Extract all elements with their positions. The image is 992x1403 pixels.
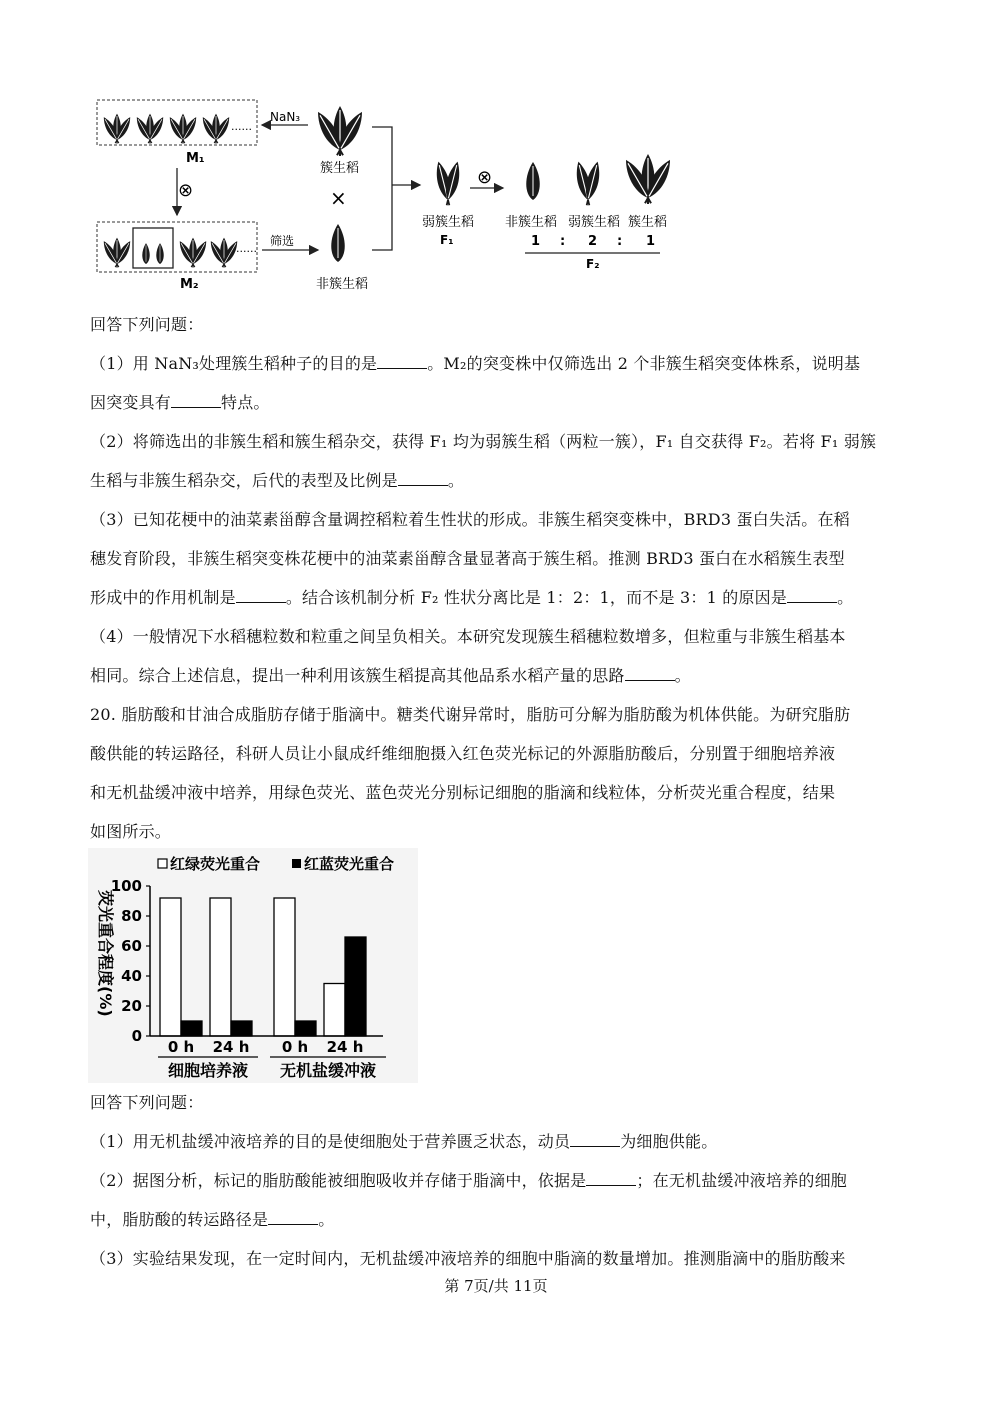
q19-part3 (90, 500, 910, 617)
q19-intro: 回答下列问题： (90, 315, 204, 334)
cross-bracket (372, 127, 392, 250)
q19-p3-blank1 (236, 588, 286, 603)
f2-label-3: 簇生稻 (628, 215, 668, 230)
q19-p3d: 。结合该机制分析 F₂ 性状分离比是 1：2：1，而不是 3：1 的原因是 (285, 588, 788, 607)
q19-p2b: 生稻与非簇生稻杂交，后代的表型及比例是 (90, 471, 398, 490)
q19-p4c: 。 (674, 666, 691, 685)
x-tick-label: 24 h (212, 1038, 250, 1056)
q19-p4-blank (625, 666, 675, 681)
group-label: 无机盐缓冲液 (279, 1061, 377, 1080)
y-axis-label: 荧光重合程度(%) (96, 890, 115, 1017)
rice-cross-diagram (0, 0, 992, 300)
q20-p2c: 中，脂肪酸的转运路径是 (90, 1210, 269, 1229)
m2-plants (100, 238, 240, 269)
q20-part2 (90, 1161, 910, 1239)
m1-label: M₁ (186, 151, 205, 166)
q19-p3c: 形成中的作用机制是 (90, 588, 236, 607)
x-tick-label: 0 h (167, 1038, 195, 1056)
f2-label-2: 弱簇生稻 (568, 215, 621, 230)
q20-l4: 如图所示。 (90, 822, 172, 841)
y-tick-label: 20 (121, 997, 142, 1015)
bar (345, 937, 366, 1036)
ratio-2: 2 (588, 234, 598, 249)
ratio-3: 1 (646, 234, 656, 249)
q19-p2a: （2）将筛选出的非簇生稻和簇生稻杂交，获得 F₁ 均为弱簇生稻（两粒一簇），F₁ 自交获得 F₂。若将 F₁ 弱簇 (90, 432, 877, 451)
x-tick-label: 0 h (281, 1038, 309, 1056)
cluster-rice-plant (312, 106, 367, 158)
q20-part1 (90, 1122, 910, 1161)
f1-plant (433, 160, 463, 206)
q19-p2c: 。 (447, 471, 465, 490)
q19-p1c: 因突变具有 (90, 393, 172, 412)
q20-intro: 回答下列问题： (90, 1093, 204, 1112)
bar (181, 1021, 202, 1036)
legend-swatch-black (292, 859, 301, 868)
bar (210, 898, 231, 1036)
q19-p1d: 特点。 (221, 393, 270, 412)
q20-l3: 和无机盐缓冲液中培养，用绿色荧光、蓝色荧光分别标记细胞的脂滴和线粒体，分析荧光重合程度，结果 (90, 783, 836, 802)
q20-p1-blank (570, 1132, 620, 1147)
selected-box (133, 228, 173, 268)
m1-plants (100, 114, 232, 145)
ratio-sep-2: : (617, 234, 623, 249)
q20-part3: （3）实验结果发现，在一定时间内，无机盐缓冲液培养的细胞中脂滴的数量增加。推测脂滴中的脂肪酸来 (90, 1249, 846, 1268)
selfing-symbol: ⊗ (178, 180, 194, 201)
ratio-1: 1 (531, 234, 541, 249)
f2-label: F₂ (586, 257, 600, 271)
q20-p1a: （1）用无机盐缓冲液培养的目的是使细胞处于营养匮乏状态，动员 (90, 1132, 571, 1151)
q19-p3b: 穗发育阶段，非簇生稻突变株花梗中的油菜素甾醇含量显著高于簇生稻。推测 BRD3 蛋白在水稻簇生表型 (90, 549, 845, 568)
q20-l2: 酸供能的转运路径，科研人员让小鼠成纤维细胞摄入红色荧光标记的外源脂肪酸后，分别置于细胞培养液 (90, 744, 836, 763)
q19-p1a: （1）用 NaN₃处理簇生稻种子的目的是 (90, 354, 378, 373)
q20-p1b: 为细胞供能。 (620, 1132, 718, 1151)
q19-p3e: 。 (837, 588, 854, 607)
q19-part4 (90, 617, 910, 695)
y-tick-label: 100 (110, 877, 142, 895)
bar (295, 1021, 316, 1036)
f2-noncluster-plant (526, 162, 540, 200)
q19-p4b: 相同。综合上述信息，提出一种利用该簇生稻提高其他品系水稻产量的思路 (90, 666, 625, 685)
m2-label: M₂ (180, 277, 199, 292)
q20-stem (90, 695, 910, 851)
q19-p2-blank (398, 471, 448, 486)
q19-p1-blank1 (377, 354, 427, 369)
cross-symbol: × (330, 186, 347, 210)
f1-label: F₁ (440, 233, 454, 247)
f1-selfing-symbol: ⊗ (477, 167, 493, 188)
q20-p2-blank1 (586, 1171, 636, 1186)
page-footer: 第 7页/共 11页 (444, 1277, 548, 1295)
bar (231, 1021, 252, 1036)
y-tick-label: 80 (121, 907, 142, 925)
q19-p1b: 。M₂的突变株中仅筛选出 2 个非簇生稻突变体株系，说明基 (427, 354, 861, 373)
cluster-rice-label: 簇生稻 (320, 161, 360, 176)
m2-dots: ...... (236, 242, 257, 255)
m1-dots: ...... (231, 120, 252, 133)
f2-label-1: 非簇生稻 (505, 215, 558, 230)
group-label: 细胞培养液 (167, 1061, 249, 1080)
bar (160, 898, 181, 1036)
bar (274, 898, 295, 1036)
q20-l1: 20. 脂肪酸和甘油合成脂肪存储于脂滴中。糖类代谢异常时，脂肪可分解为脂肪酸为机体供能。为研究脂肪 (90, 705, 851, 724)
f2-cluster-plant (620, 154, 675, 206)
noncluster-rice-plant (331, 224, 345, 262)
y-tick-label: 60 (121, 937, 142, 955)
legend-swatch-white (158, 859, 167, 868)
legend-label-black: 红蓝荧光重合 (304, 855, 395, 873)
x-tick-label: 24 h (326, 1038, 364, 1056)
f1-plant-label: 弱簇生稻 (422, 215, 475, 230)
y-tick-label: 0 (131, 1027, 142, 1045)
ratio-sep-1: : (560, 234, 566, 249)
q19-p4a: （4）一般情况下水稻穗粒数和粒重之间呈负相关。本研究发现簇生稻穗粒数增多，但粒重与非簇生稻基本 (90, 627, 846, 646)
q20-p2a: （2）据图分析，标记的脂肪酸能被细胞吸收并存储于脂滴中，依据是 (90, 1171, 587, 1190)
q20-p2b: ；在无机盐缓冲液培养的细胞 (636, 1171, 847, 1190)
screen-label: 筛选 (270, 234, 295, 248)
f2-weak-plant (573, 160, 603, 206)
q19-part2 (90, 422, 910, 500)
noncluster-rice-label: 非簇生稻 (316, 277, 369, 292)
q19-p3-blank2 (787, 588, 837, 603)
bar (324, 984, 345, 1037)
q19-p3a: （3）已知花梗中的油菜素甾醇含量调控稻粒着生性状的形成。非簇生稻突变株中，BRD3 蛋白失活。在稻 (90, 510, 850, 529)
legend-label-white: 红绿荧光重合 (170, 855, 261, 873)
y-tick-label: 40 (121, 967, 142, 985)
q20-p2-blank2 (268, 1210, 318, 1225)
fluorescence-bar-chart (88, 848, 418, 1083)
q19-p1-blank2 (171, 393, 221, 408)
nan3-label: NaN₃ (270, 110, 301, 124)
q19-part1 (90, 344, 910, 422)
q20-p2d: 。 (318, 1210, 335, 1229)
